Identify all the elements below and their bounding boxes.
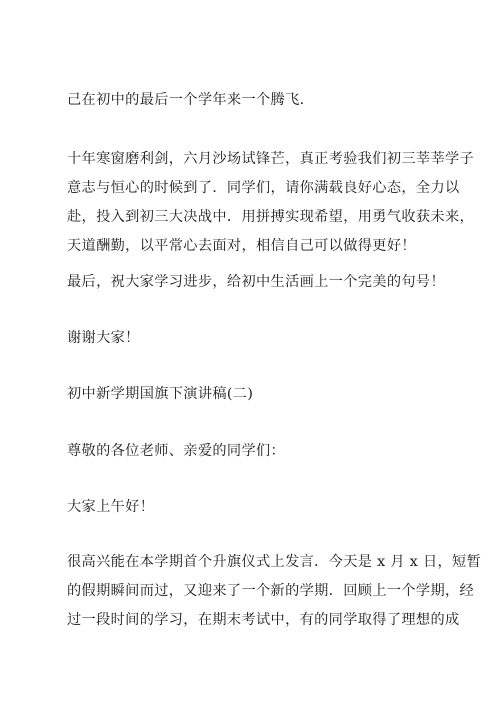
- paragraph-final-wish: [67, 268, 445, 297]
- text-line: 过一段时间的学习，在期末考试中，有的同学取得了理想的成: [67, 612, 460, 628]
- text-line: 赴，投入到初三大决战中．用拼搏实现希望，用勇气收获未来，: [67, 209, 475, 225]
- text-line: 最后，祝大家学习进步，给初中生活画上一个完美的句号！: [67, 274, 445, 290]
- text-line: 天道酬勤，以平常心去面对，相信自己可以做得更好！: [67, 238, 416, 254]
- text-line: 很高兴能在本学期首个升旗仪式上发言．今天是 x 月 x 日，短暂: [67, 554, 482, 570]
- paragraph-greeting: [67, 493, 445, 522]
- paragraph-closing-sentence: [67, 86, 445, 115]
- text-line: 的假期瞬间而过，又迎来了一个新的学期．回顾上一个学期，经: [67, 583, 475, 599]
- paragraph-salutation: [67, 437, 445, 466]
- text-line: 尊敬的各位老师、亲爱的同学们：: [67, 443, 286, 459]
- paragraph-opening: [67, 548, 482, 635]
- text-line: 大家上午好！: [67, 499, 155, 515]
- heading-line: 初中新学期国旗下演讲稿(二): [67, 386, 254, 402]
- text-line: 己在初中的最后一个学年来一个腾飞.: [67, 92, 305, 108]
- text-line: 谢谢大家！: [67, 330, 140, 346]
- section-heading: [67, 380, 445, 409]
- text-line: 十年寒窗磨利剑，六月沙场试锋芒，真正考验我们初三莘莘学子: [67, 151, 475, 167]
- paragraph-encouragement: [67, 145, 475, 261]
- paragraph-thanks: [67, 324, 445, 353]
- text-line: 意志与恒心的时候到了．同学们，请你满载良好心态，全力以: [67, 180, 460, 196]
